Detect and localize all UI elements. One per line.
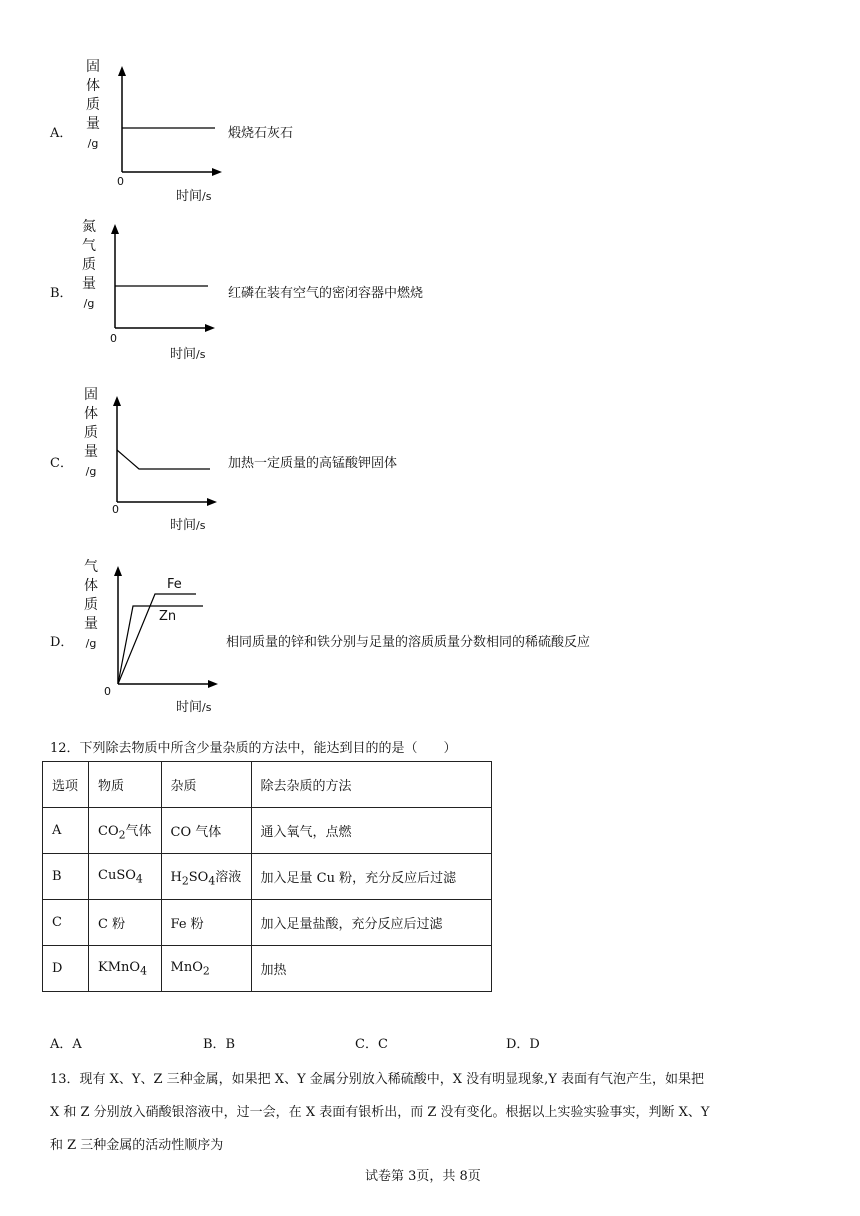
option-c-y-axis-label: 固 体 质 量 /g — [84, 387, 98, 478]
option-a-x-axis-label: 时间/s — [176, 189, 212, 204]
row-c-substance: C 粉 — [89, 900, 162, 946]
q12-choice-c: C．C — [355, 1037, 388, 1052]
table-row — [43, 854, 492, 900]
option-d-y-axis-label: 气 体 质 量 /g — [84, 559, 98, 650]
row-b-option: B — [43, 854, 89, 900]
option-b-description: 红磷在装有空气的密闭容器中燃烧 — [228, 286, 424, 301]
option-b-x-axis-label: 时间/s — [170, 347, 206, 362]
option-d-letter: D． — [50, 635, 74, 650]
row-d-option: D — [43, 946, 89, 992]
q12-table — [42, 761, 492, 992]
option-c-x-axis-label: 时间/s — [170, 518, 206, 533]
option-d-zn-label: Zn — [159, 609, 177, 624]
q12-choice-d: D．D — [506, 1037, 540, 1052]
header-option: 选项 — [43, 762, 89, 808]
row-b-impurity: $H_2SO_4$溶液 — [161, 854, 251, 900]
option-a-graph — [112, 64, 232, 189]
option-d-fe-label: Fe — [167, 577, 182, 592]
option-a-letter: A． — [50, 126, 73, 141]
q12-stem: 12．下列除去物质中所含少量杂质的方法中，能达到目的的是（ ） — [50, 741, 457, 756]
table-row — [43, 946, 492, 992]
option-d-x-axis-label: 时间/s — [176, 700, 212, 715]
option-c-letter: C． — [50, 456, 73, 471]
q13-line-2: X 和 Z 分别放入硝酸银溶液中，过一会，在 X 表面有银析出，而 Z 没有变化。根据以上实验实验事实，判断 X、Y — [50, 1105, 710, 1120]
option-b-y-axis-label: 氮 气 质 量 /g — [82, 219, 96, 310]
option-c-description: 加热一定质量的高锰酸钾固体 — [228, 456, 398, 471]
row-a-substance: $CO_2$气体 — [89, 808, 162, 854]
row-a-method: 通入氧气，点燃 — [251, 808, 491, 854]
header-impurity: 杂质 — [161, 762, 251, 808]
option-b-origin: 0 — [110, 332, 117, 345]
option-b-letter: B． — [50, 286, 73, 301]
option-d-fe-curve — [118, 594, 196, 684]
q12-choice-b: B．B — [203, 1037, 236, 1052]
option-c-curve — [117, 450, 210, 469]
row-d-impurity: MnO$_2$ — [161, 946, 251, 992]
row-a-option: A — [43, 808, 89, 854]
row-c-option: C — [43, 900, 89, 946]
header-method: 除去杂质的方法 — [251, 762, 491, 808]
option-c-graph — [107, 394, 227, 519]
row-d-method: 加热 — [251, 946, 491, 992]
row-b-method: 加入足量 Cu 粉，充分反应后过滤 — [251, 854, 491, 900]
row-b-substance: CuSO$_4$ — [89, 854, 162, 900]
table-row — [43, 900, 492, 946]
page-footer: 试卷第 3页，共 8页 — [365, 1169, 481, 1184]
option-a-y-axis-label: 固 体 质 量 /g — [86, 59, 100, 150]
q13-line-1: 13．现有 X、Y、Z 三种金属，如果把 X、Y 金属分别放入稀硫酸中，X 没有明显现象,Y 表面有气泡产生，如果把 — [50, 1072, 705, 1087]
option-b-graph — [105, 222, 225, 347]
option-d-description: 相同质量的锌和铁分别与足量的溶质质量分数相同的稀硫酸反应 — [226, 635, 591, 650]
row-a-impurity: CO 气体 — [161, 808, 251, 854]
option-a-origin: 0 — [117, 175, 124, 188]
option-d-origin: 0 — [104, 685, 111, 698]
header-substance: 物质 — [89, 762, 162, 808]
option-c-origin: 0 — [112, 503, 119, 516]
row-c-method: 加入足量盐酸，充分反应后过滤 — [251, 900, 491, 946]
option-a-description: 煅烧石灰石 — [228, 126, 294, 141]
table-header-row — [43, 762, 492, 808]
row-c-impurity: Fe 粉 — [161, 900, 251, 946]
row-d-substance: KMnO$_4$ — [89, 946, 162, 992]
q12-choice-a: A．A — [50, 1037, 82, 1052]
q13-line-3: 和 Z 三种金属的活动性顺序为 — [50, 1138, 224, 1153]
table-row — [43, 808, 492, 854]
